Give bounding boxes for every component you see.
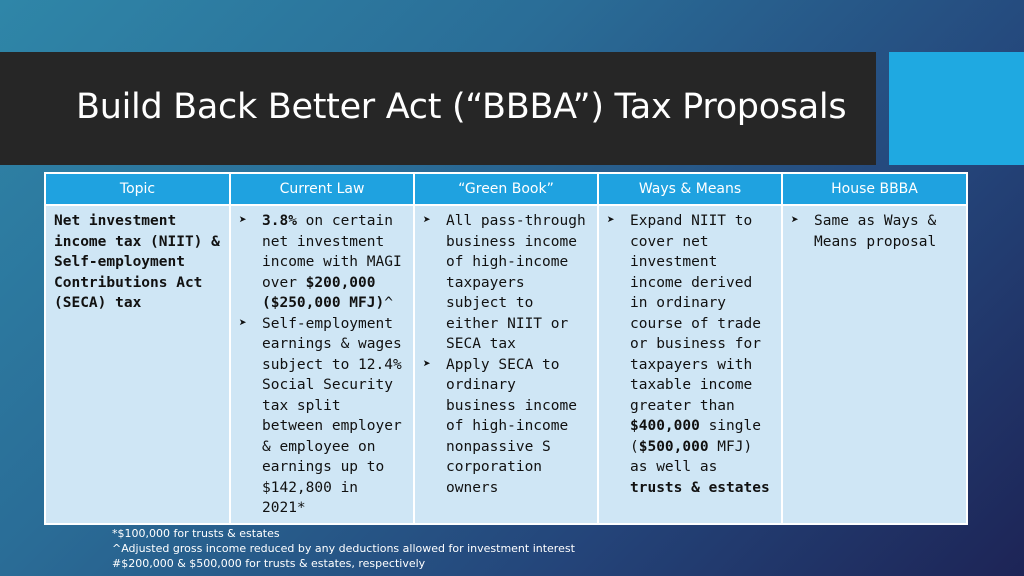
slide-title: Build Back Better Act (“BBBA”) Tax Proposals (76, 87, 847, 127)
table-header-row (45, 173, 967, 205)
house-bbba-text: Same as Ways & Means proposal (814, 213, 937, 250)
ways-means-text-1: Expand NIIT to cover net investment income derived in ordinary course of trade or business for taxpayers with taxable income greater than (630, 213, 761, 414)
ways-means-text-3: MFJ) as well as (630, 438, 753, 475)
arrowhead-bullet-icon: ➤ (423, 213, 431, 228)
ways-means-trusts: trusts & estates (630, 479, 770, 496)
ways-means-mfj-amount: $500,000 (638, 438, 709, 455)
ways-means-text-2: single ( (630, 418, 761, 455)
footnote-trusts: *$100,000 for trusts & estates (112, 527, 280, 540)
niit-rate: 3.8% (262, 213, 297, 229)
footnote-agi: ^Adjusted gross income reduced by any deductions allowed for investment interest (112, 542, 575, 555)
cell-house-bbba (782, 205, 967, 524)
topic-text: Net investment income tax (NIIT) & Self-employment Contributions Act (SECA) tax (54, 213, 220, 311)
arrowhead-bullet-icon: ➤ (791, 213, 799, 228)
header-green-book: “Green Book” (414, 173, 598, 205)
cell-ways-means (598, 205, 782, 524)
tax-proposals-table (44, 172, 968, 525)
table-row (45, 205, 967, 524)
footnotes (112, 526, 575, 571)
ways-means-single-amount: $400,000 (630, 418, 700, 434)
list-item (239, 211, 405, 314)
current-law-seca-text: Self-employment earnings & wages subject to 12.4% Social Security tax split between employer & employee on earnings up to $142,800 in 2021* (262, 315, 402, 516)
footnote-mark: ^ (384, 295, 393, 311)
list-item (791, 211, 958, 252)
header-current-law: Current Law (230, 173, 414, 205)
list-item (239, 314, 405, 519)
footnote-thresholds: #$200,000 & $500,000 for trusts & estates, respectively (112, 557, 426, 570)
list-item (423, 355, 589, 499)
arrowhead-bullet-icon: ➤ (423, 356, 431, 372)
list-item (607, 211, 773, 498)
cell-current-law (230, 205, 414, 524)
threshold-mfj: ($250,000 MFJ) (262, 295, 385, 311)
header-house-bbba: House BBBA (782, 173, 967, 205)
green-book-item-1: All pass-through business income of high-income taxpayers subject to either NIIT or SECA tax (446, 213, 586, 352)
list-item (423, 211, 589, 355)
arrowhead-bullet-icon: ➤ (239, 315, 247, 331)
arrowhead-bullet-icon: ➤ (239, 213, 247, 228)
green-book-item-2: Apply SECA to ordinary business income of high-income nonpassive S corporation owners (446, 356, 577, 496)
accent-box (889, 52, 1024, 165)
header-topic: Topic (45, 173, 230, 205)
threshold-single: $200,000 (305, 274, 376, 291)
cell-topic (45, 205, 230, 524)
arrowhead-bullet-icon: ➤ (607, 213, 615, 228)
current-law-text: on certain net investment income with MAGI over (262, 213, 402, 291)
header-ways-means: Ways & Means (598, 173, 782, 205)
cell-green-book (414, 205, 598, 524)
